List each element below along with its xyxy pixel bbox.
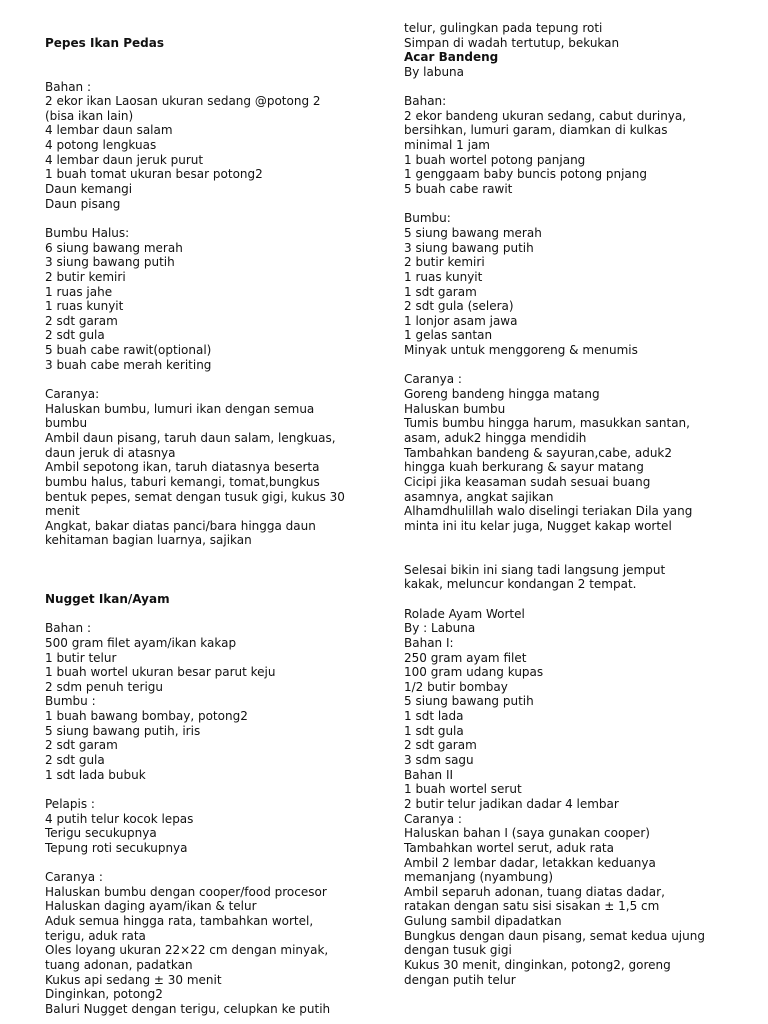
text-line: minimal 1 jam — [404, 138, 490, 153]
text-line: 1 buah tomat ukuran besar potong2 — [45, 167, 263, 182]
text-line: 5 buah cabe rawit(optional) — [45, 343, 212, 358]
text-line: 1 sdt gula — [404, 723, 464, 738]
text-line: 5 siung bawang putih — [404, 694, 534, 709]
text-line: Ambil sepotong ikan, taruh diatasnya beserta — [45, 460, 320, 475]
blank-line — [45, 856, 380, 871]
text-line: 5 buah cabe rawit — [404, 182, 513, 197]
text-line: Pelapis : — [45, 796, 95, 811]
text-line: asamnya, angkat sajikan — [404, 489, 554, 504]
text-line: Oles loyang ukuran 22×22 cm dengan minyak, — [45, 943, 329, 958]
text-line: 3 buah cabe merah keriting — [45, 357, 212, 372]
text-line: Bahan : — [45, 621, 92, 636]
text-line: Kukus api sedang ± 30 menit — [45, 972, 222, 987]
text-line: Cicipi jika keasaman sudah sesuai buang — [404, 474, 651, 489]
text-line: kakak, meluncur kondangan 2 tempat. — [404, 577, 637, 592]
text-line: Bahan : — [45, 79, 92, 94]
text-line: 2 butir kemiri — [404, 255, 485, 270]
blank-line — [404, 197, 744, 212]
text-line: 1 sdt lada — [404, 709, 464, 724]
text-line: Bumbu Halus: — [45, 225, 130, 240]
blank-line — [45, 548, 380, 563]
text-line: Selesai bikin ini siang tadi langsung jemput — [404, 562, 666, 577]
text-line: 4 putih telur kocok lepas — [45, 811, 194, 826]
text-line: daun jeruk di atasnya — [45, 445, 176, 460]
text-line: 2 sdt garam — [45, 738, 118, 753]
recipe-title: Pepes Ikan Pedas — [45, 35, 165, 50]
text-line: 250 gram ayam filet — [404, 650, 527, 665]
text-line: Minyak untuk menggoreng & menumis — [404, 343, 638, 358]
text-line: Ambil separuh adonan, tuang diatas dadar, — [404, 884, 665, 899]
text-line: Alhamdhulillah walo diselingi teriakan Dila yang — [404, 504, 693, 519]
text-line: Tambahkan bandeng & sayuran,cabe, aduk2 — [404, 445, 673, 460]
text-line: Bumbu : — [45, 694, 96, 709]
text-line: 5 siung bawang putih, iris — [45, 723, 201, 738]
text-line: bumbu — [45, 416, 88, 431]
text-line: menit — [45, 504, 80, 519]
text-line: telur, gulingkan pada tepung roti — [404, 21, 603, 35]
text-line: minta ini itu kelar juga, Nugget kakap wortel — [404, 518, 672, 533]
text-line: bumbu halus, taburi kemangi, tomat,bungkus — [45, 474, 320, 489]
text-line: 2 sdt garam — [404, 738, 477, 753]
text-line: Haluskan daging ayam/ikan & telur — [45, 899, 257, 914]
blank-line — [45, 21, 380, 36]
text-line: Bungkus dengan daun pisang, semat kedua ujung — [404, 928, 705, 943]
text-line: Caranya : — [45, 870, 103, 885]
text-line: terigu, aduk rata — [45, 928, 146, 943]
text-line: Dinginkan, potong2 — [45, 987, 163, 1002]
text-line: bentuk pepes, semat dengan tusuk gigi, kukus 30 — [45, 489, 345, 504]
text-line: Tumis bumbu hingga harum, masukkan santan, — [404, 416, 690, 431]
text-line: 1 buah wortel potong panjang — [404, 152, 586, 167]
text-line: Tepung roti secukupnya — [45, 840, 188, 855]
text-line: 3 siung bawang putih — [45, 255, 175, 270]
right-column — [404, 21, 744, 987]
text-line: Ambil daun pisang, taruh daun salam, lengkuas, — [45, 430, 336, 445]
text-line: 1 sdt garam — [404, 284, 477, 299]
text-line: hingga kuah berkurang & sayur matang — [404, 460, 644, 475]
text-line: Gulung sambil dipadatkan — [404, 914, 562, 929]
text-line: 5 siung bawang merah — [404, 225, 542, 240]
text-line: Tambahkan wortel serut, aduk rata — [404, 840, 614, 855]
text-line: 1 ruas jahe — [45, 284, 113, 299]
text-line: Ambil 2 lembar dadar, letakkan keduanya — [404, 855, 656, 870]
blank-line — [45, 563, 380, 578]
left-column — [45, 21, 380, 1017]
text-line: 2 sdt gula — [45, 328, 105, 343]
text-line: Aduk semua hingga rata, tambahkan wortel, — [45, 914, 314, 929]
text-line: 2 sdt garam — [45, 313, 118, 328]
text-line: 4 potong lengkuas — [45, 138, 157, 153]
text-line: Caranya : — [404, 811, 462, 826]
blank-line — [404, 358, 744, 373]
text-line: 2 sdm penuh terigu — [45, 679, 164, 694]
blank-line — [404, 533, 744, 548]
text-line: Haluskan bumbu — [404, 401, 506, 416]
text-line: 2 butir kemiri — [45, 269, 126, 284]
text-line: tuang adonan, padatkan — [45, 958, 193, 972]
text-line: Daun kemangi — [45, 182, 133, 197]
text-line: 4 lembar daun jeruk purut — [45, 152, 204, 167]
text-line: (bisa ikan lain) — [45, 108, 134, 123]
text-line: 1 gelas santan — [404, 328, 493, 343]
text-line: Kukus 30 menit, dinginkan, potong2, goreng — [404, 958, 671, 972]
text-line: Terigu secukupnya — [45, 826, 157, 841]
text-line: 1 buah bawang bombay, potong2 — [45, 709, 248, 724]
text-line: 500 gram filet ayam/ikan kakap — [45, 635, 237, 650]
recipe-title: Nugget Ikan/Ayam — [45, 591, 170, 606]
text-line: Angkat, bakar diatas panci/bara hingga daun — [45, 518, 316, 533]
text-line: 2 sdt gula (selera) — [404, 299, 514, 314]
text-line: asam, aduk2 hingga mendidih — [404, 430, 587, 445]
text-line: Caranya : — [404, 372, 462, 387]
text-line: Bahan: — [404, 94, 447, 109]
text-line: 1 buah wortel serut — [404, 782, 522, 797]
text-line: Simpan di wadah tertutup, bekukan — [404, 35, 620, 50]
text-line: Bahan I: — [404, 635, 454, 650]
text-line: Haluskan bahan I (saya gunakan cooper) — [404, 826, 650, 841]
text-line: Daun pisang — [45, 196, 121, 211]
text-line: memanjang (nyambung) — [404, 870, 554, 885]
text-line: Goreng bandeng hingga matang — [404, 387, 600, 402]
text-line: ratakan dengan satu sisi sisakan ± 1,5 cm — [404, 899, 660, 914]
blank-line — [45, 372, 380, 387]
text-line: 2 ekor ikan Laosan ukuran sedang @potong 2 — [45, 94, 321, 109]
text-line: 6 siung bawang merah — [45, 240, 183, 255]
text-line: 2 butir telur jadikan dadar 4 lembar — [404, 796, 619, 811]
text-line: Bumbu: — [404, 211, 451, 226]
blank-line — [45, 577, 380, 592]
blank-line — [45, 607, 380, 622]
text-line: 1 sdt lada bubuk — [45, 767, 146, 782]
text-line: dengan tusuk gigi — [404, 943, 512, 958]
text-line: 1 lonjor asam jawa — [404, 313, 518, 328]
text-line: 2 ekor bandeng ukuran sedang, cabut durinya, — [404, 108, 687, 123]
recipe-title: Acar Bandeng — [404, 50, 499, 65]
text-line: By : Labuna — [404, 621, 476, 636]
text-line: By labuna — [404, 64, 465, 79]
text-line: Bahan II — [404, 767, 454, 782]
text-line: 1 genggaam baby buncis potong pnjang — [404, 167, 648, 182]
text-line: Haluskan bumbu dengan cooper/food procesor — [45, 884, 327, 899]
blank-line — [404, 548, 744, 563]
blank-line — [45, 50, 380, 65]
text-line: 1 buah wortel ukuran besar parut keju — [45, 665, 276, 680]
text-line: 2 sdt gula — [45, 753, 105, 768]
text-line: Haluskan bumbu, lumuri ikan dengan semua — [45, 401, 315, 416]
text-line: 3 sdm sagu — [404, 753, 474, 768]
text-line: Baluri Nugget dengan terigu, celupkan ke putih — [45, 1001, 331, 1016]
blank-line — [404, 80, 744, 95]
blank-line — [45, 211, 380, 226]
text-line: kehitaman bagian luarnya, sajikan — [45, 533, 252, 548]
text-line: Rolade Ayam Wortel — [404, 606, 525, 621]
text-line: 1/2 butir bombay — [404, 679, 508, 694]
text-line: 4 lembar daun salam — [45, 123, 173, 138]
text-line: 100 gram udang kupas — [404, 665, 544, 680]
text-line: 3 siung bawang putih — [404, 240, 534, 255]
text-line: Caranya: — [45, 387, 100, 402]
text-line: dengan putih telur — [404, 972, 516, 987]
text-line: 1 ruas kunyit — [45, 299, 124, 314]
text-line: 1 butir telur — [45, 650, 117, 665]
text-line: bersihkan, lumuri garam, diamkan di kulkas — [404, 123, 668, 138]
blank-line — [45, 65, 380, 80]
blank-line — [404, 592, 744, 607]
blank-line — [45, 782, 380, 797]
text-line: 1 ruas kunyit — [404, 269, 483, 284]
